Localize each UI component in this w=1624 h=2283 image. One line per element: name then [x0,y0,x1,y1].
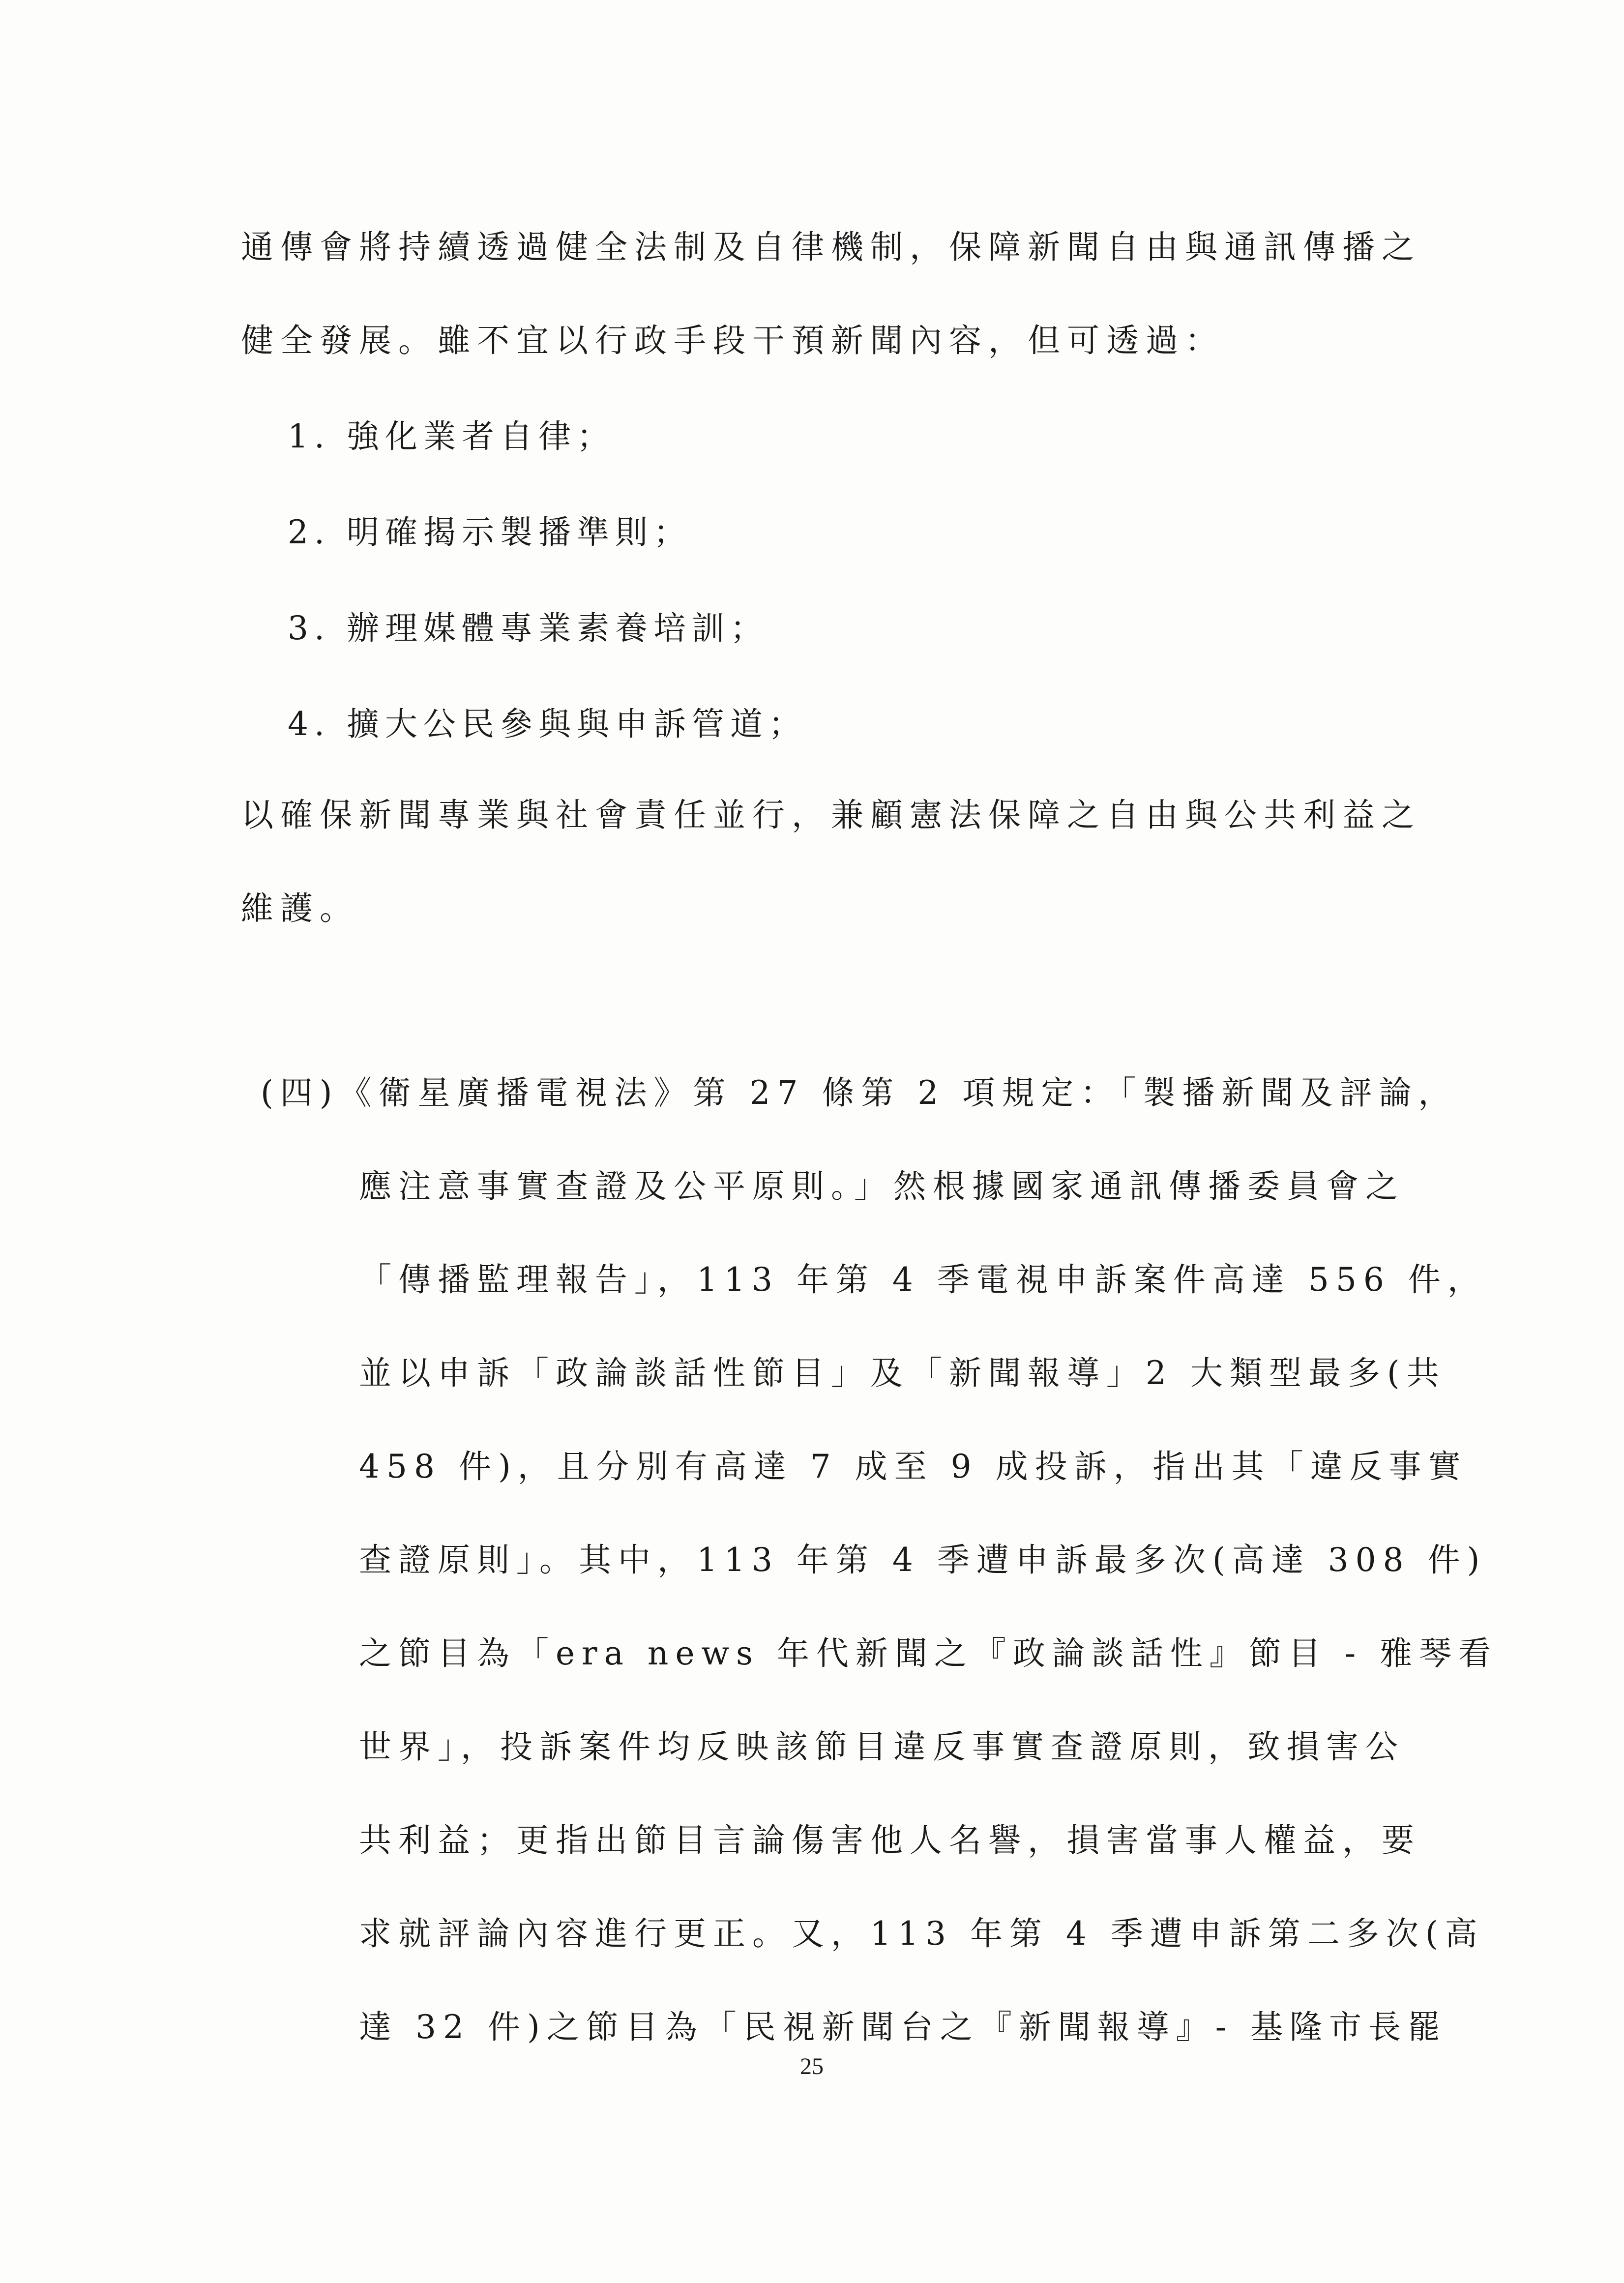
section-4-line-4: 458 件)，且分別有高達 7 成至 9 成投訴，指出其「違反事實 [359,1448,1468,1485]
page-number: 25 [800,2053,824,2079]
section-4-line-6: 之節目為「era news 年代新聞之『政論談話性』節目 - 雅琴看 [359,1634,1498,1672]
list-item-4: 4. 擴大公民參與與申訴管道； [288,705,807,743]
section-4-line-1: 應注意事實查證及公平原則。」然根據國家通訊傳播委員會之 [359,1167,1405,1205]
intro-line-2: 健全發展。雖不宜以行政手段干預新聞內容，但可透過： [241,322,1224,359]
section-4-line-3: 並以申訴「政論談話性節目」及「新聞報導」2 大類型最多(共 [359,1354,1446,1392]
list-item-2: 2. 明確揭示製播準則； [288,513,692,551]
section-4-line-9: 求就評論內容進行更正。又，113 年第 4 季遭申訴第二多次(高 [359,1915,1484,1953]
section-4-line-2: 「傳播監理報告」，113 年第 4 季電視申訴案件高達 556 件， [359,1261,1487,1299]
intro-line-1: 通傳會將持續透過健全法制及自律機制，保障新聞自由與通訊傳播之 [241,228,1421,266]
section-4-line-5: 查證原則」。其中，113 年第 4 季遭申訴最多次(高達 308 件) [359,1541,1487,1579]
section-4-line-10: 達 32 件)之節目為「民視新聞台之『新聞報導』- 基隆市長罷 [359,2008,1447,2046]
conclusion-line-1: 以確保新聞專業與社會責任並行，兼顧憲法保障之自由與公共利益之 [241,796,1421,834]
section-4-heading: (四)《衛星廣播電視法》第 27 條第 2 項規定：「製播新聞及評論， [261,1074,1458,1112]
list-item-1: 1. 強化業者自律； [288,417,615,455]
section-4-line-7: 世界」，投訴案件均反映該節目違反事實查證原則，致損害公 [359,1728,1405,1766]
conclusion-line-2: 維護。 [241,889,359,927]
section-4-line-8: 共利益；更指出節目言論傷害他人名譽，損害當事人權益，要 [359,1821,1421,1859]
list-item-3: 3. 辦理媒體專業素養培訓； [288,609,768,647]
